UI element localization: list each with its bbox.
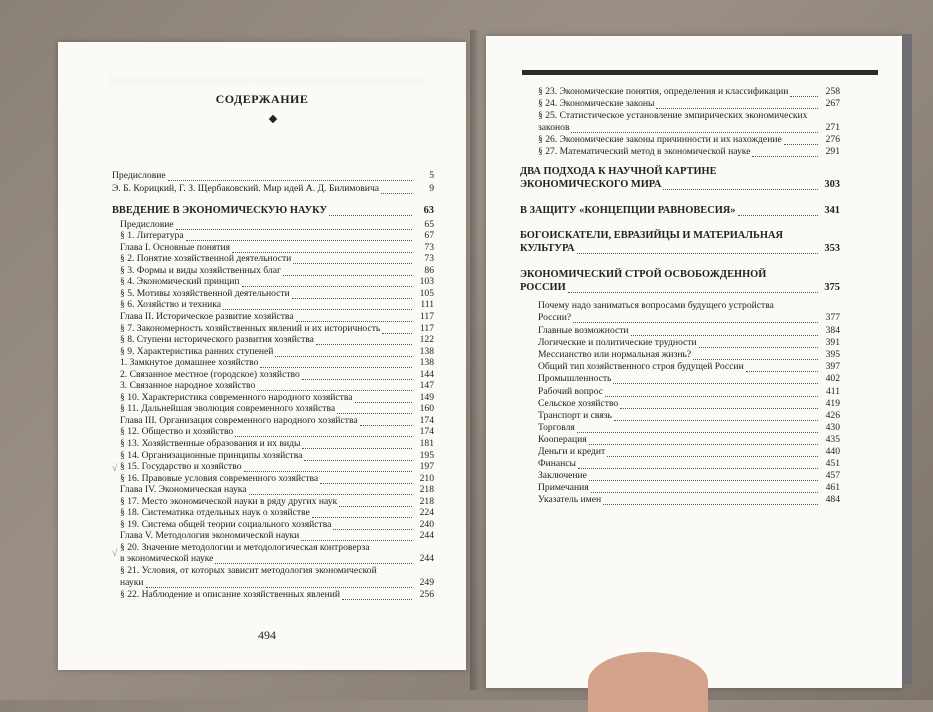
leader-dots bbox=[176, 221, 412, 230]
toc-entry-page: 402 bbox=[825, 373, 840, 385]
toc-entry-title: § 23. Экономические понятия, определения и классификации bbox=[538, 86, 789, 97]
toc-entry-title: КУЛЬТУРА bbox=[520, 243, 575, 254]
toc-entry-page: 5 bbox=[429, 170, 434, 181]
toc-entry-title: Глава IV. Экономическая наука bbox=[120, 484, 247, 496]
toc-entry-title: ВВЕДЕНИЕ В ЭКОНОМИЧЕСКУЮ НАУКУ bbox=[112, 204, 328, 216]
leader-dots bbox=[320, 475, 412, 484]
leader-dots bbox=[614, 412, 818, 421]
toc-entry-title: ЭКОНОМИЧЕСКОГО МИРА bbox=[520, 179, 662, 190]
leader-dots bbox=[301, 532, 412, 541]
toc-entry-page: 276 bbox=[825, 134, 840, 145]
toc-entry-page: 195 bbox=[419, 449, 434, 461]
leader-dots bbox=[293, 255, 412, 264]
toc-entry bbox=[538, 98, 840, 109]
toc-entry bbox=[120, 553, 434, 564]
toc-entry-title: § 4. Экономический принцип bbox=[120, 276, 240, 288]
toc-entry-page: 174 bbox=[419, 414, 434, 426]
leader-dots bbox=[257, 382, 412, 391]
toc-entry-title: 1. Замкнутое домашнее хозяйство bbox=[120, 357, 259, 369]
toc-entry-title: § 12. Общество и хозяйство bbox=[120, 426, 234, 438]
toc-entry-title: § 7. Закономерность хозяйственных явлений и их историчность bbox=[120, 322, 381, 334]
toc-entry-page: 218 bbox=[419, 484, 434, 496]
toc-entry-title-line: ЭКОНОМИЧЕСКИЙ СТРОЙ ОСВОБОЖДЕННОЙ bbox=[520, 269, 767, 280]
toc-entry-title: § 24. Экономические законы bbox=[538, 98, 655, 109]
toc-entry-title: § 16. Правовые условия современного хозяйства bbox=[120, 472, 319, 484]
toc-entry-page: 426 bbox=[825, 409, 840, 421]
toc-entry-page: 377 bbox=[825, 311, 840, 323]
toc-entry-title: Предисловие bbox=[120, 218, 174, 230]
leader-dots bbox=[790, 88, 818, 97]
toc-entry-page: 73 bbox=[424, 241, 434, 253]
toc-entry-title: В ЗАЩИТУ «КОНЦЕПЦИИ РАВНОВЕСИЯ» bbox=[520, 205, 736, 216]
toc-entry bbox=[538, 337, 840, 348]
leader-dots bbox=[296, 313, 412, 322]
toc-entry-title: § 8. Ступени исторического развития хозяйства bbox=[120, 334, 314, 346]
toc-entry-page: 430 bbox=[825, 421, 840, 433]
toc-entry bbox=[538, 86, 840, 97]
book-cover-edge bbox=[902, 34, 912, 684]
toc-entry-title: Мессианство или нормальная жизнь? bbox=[538, 349, 692, 361]
leader-dots bbox=[699, 339, 818, 348]
toc-entry-title: 2. Связанное местное (городское) хозяйство bbox=[120, 368, 300, 380]
toc-entry-title: Сельское хозяйство bbox=[538, 397, 619, 409]
toc-entry-title: § 22. Наблюдение и описание хозяйственных явлений bbox=[120, 588, 341, 600]
toc-entry-page: 147 bbox=[419, 380, 434, 392]
leader-dots bbox=[292, 290, 412, 299]
toc-entry-page: 160 bbox=[419, 403, 434, 415]
toc-entry bbox=[520, 282, 840, 293]
toc-entry bbox=[520, 205, 840, 216]
toc-entry-title-line: ДВА ПОДХОДА К НАУЧНОЙ КАРТИНЕ bbox=[520, 166, 717, 177]
leader-dots bbox=[260, 359, 412, 368]
leader-dots bbox=[578, 460, 818, 469]
toc-entry-title: § 27. Математический метод в экономической науке bbox=[538, 146, 751, 157]
hand-thumb bbox=[588, 652, 708, 712]
toc-entry-page: 291 bbox=[825, 146, 840, 157]
toc-entry-page: 138 bbox=[419, 357, 434, 369]
toc-entry-title: Общий тип хозяйственного строя будущей России bbox=[538, 361, 744, 373]
toc-entry bbox=[538, 422, 840, 433]
toc-entry-page: 397 bbox=[825, 361, 840, 373]
leader-dots bbox=[382, 325, 412, 334]
toc-entry-page: 303 bbox=[824, 179, 840, 190]
toc-entry-title: Промышленность bbox=[538, 373, 612, 385]
toc-entry bbox=[538, 361, 840, 372]
toc-entry bbox=[120, 334, 434, 345]
toc-entry-title: Транспорт и связь bbox=[538, 409, 612, 421]
toc-entry-page: 271 bbox=[825, 121, 840, 133]
leader-dots bbox=[571, 124, 818, 133]
toc-entry bbox=[120, 323, 434, 334]
toc-entry bbox=[520, 243, 840, 254]
toc-entry-page: 258 bbox=[825, 86, 840, 97]
toc-entry bbox=[120, 426, 434, 437]
toc-entry bbox=[538, 146, 840, 157]
toc-entry-page: 73 bbox=[424, 253, 434, 265]
toc-entry-page: 67 bbox=[424, 230, 434, 242]
leader-dots bbox=[589, 472, 818, 481]
toc-entry bbox=[120, 461, 434, 472]
toc-entry bbox=[538, 434, 840, 445]
toc-entry-page: 440 bbox=[825, 446, 840, 457]
toc-entry-page: 451 bbox=[825, 458, 840, 470]
leader-dots bbox=[312, 509, 412, 518]
toc-entry bbox=[120, 253, 434, 264]
toc-entry-title: § 15. Государство и хозяйство bbox=[120, 461, 242, 473]
toc-entry bbox=[538, 458, 840, 469]
toc-entry bbox=[112, 205, 434, 216]
toc-entry-title: Кооперация bbox=[538, 433, 587, 445]
toc-entry-title: науки bbox=[120, 576, 144, 588]
toc-entry-title: § 26. Экономические законы причинности и их нахождение bbox=[538, 134, 782, 145]
toc-entry bbox=[120, 357, 434, 368]
toc-entry bbox=[120, 392, 434, 403]
toc-entry-page: 86 bbox=[424, 264, 434, 276]
toc-entry bbox=[120, 438, 434, 449]
leader-dots bbox=[329, 207, 412, 216]
toc-entry-page: 197 bbox=[419, 461, 434, 473]
leader-dots bbox=[249, 486, 412, 495]
toc-entry-page: 122 bbox=[419, 334, 434, 346]
toc-entry-page: 63 bbox=[423, 204, 434, 216]
toc-entry-title: Указатель имен bbox=[538, 494, 602, 506]
leader-dots bbox=[738, 207, 819, 216]
toc-entry-page: 375 bbox=[824, 282, 840, 293]
toc-entry-title: Глава III. Организация современного народного хозяйства bbox=[120, 414, 358, 426]
toc-entry bbox=[120, 288, 434, 299]
toc-entry-page: 144 bbox=[419, 368, 434, 380]
leader-dots bbox=[577, 245, 819, 254]
bleed-through-text: ░░░░░░░░░░░░░░░░░░░░░░░░░░░░░░░░░░░░░░░░░░░░░░░░░░░░░░░░ bbox=[108, 76, 426, 85]
toc-entry-page: 484 bbox=[825, 494, 840, 506]
leader-dots bbox=[381, 185, 412, 194]
toc-entry bbox=[120, 484, 434, 495]
leader-dots bbox=[663, 181, 818, 190]
toc-entry-title: Главные возможности bbox=[538, 325, 629, 336]
toc-entry bbox=[538, 349, 840, 360]
toc-entry-title: Глава I. Основные понятия bbox=[120, 241, 231, 253]
toc-entry-title: § 9. Характеристика ранних ступеней bbox=[120, 345, 274, 357]
leader-dots bbox=[168, 172, 412, 181]
toc-entry-page: 117 bbox=[419, 310, 434, 322]
toc-entry bbox=[120, 450, 434, 461]
toc-entry bbox=[120, 577, 434, 588]
toc-entry-title: Финансы bbox=[538, 458, 576, 470]
leader-dots bbox=[752, 148, 818, 157]
toc-entry bbox=[120, 519, 434, 530]
toc-entry-title: Деньги и кредит bbox=[538, 446, 606, 457]
leader-dots bbox=[316, 336, 412, 345]
toc-entry-title: в экономической науке bbox=[120, 553, 214, 565]
leader-dots bbox=[232, 244, 412, 253]
toc-entry-page: 244 bbox=[419, 553, 434, 565]
toc-entry-title: § 1. Литература bbox=[120, 230, 184, 242]
toc-entry-title: § 13. Хозяйственные образования и их виды bbox=[120, 438, 301, 449]
leader-dots bbox=[242, 278, 412, 287]
toc-entry bbox=[538, 386, 840, 397]
toc-entry-page: 174 bbox=[419, 426, 434, 438]
toc-entry-page: 218 bbox=[419, 495, 434, 507]
toc-entry bbox=[120, 589, 434, 600]
toc-entry-title: § 3. Формы и виды хозяйственных благ bbox=[120, 264, 281, 276]
toc-entry-page: 395 bbox=[825, 349, 840, 361]
leader-dots bbox=[275, 348, 412, 357]
toc-entry bbox=[120, 219, 434, 230]
toc-entry bbox=[538, 470, 840, 481]
header-rule bbox=[522, 70, 878, 75]
ornament-diamond bbox=[269, 115, 277, 123]
toc-entry bbox=[120, 415, 434, 426]
leader-dots bbox=[339, 498, 412, 507]
leader-dots bbox=[333, 521, 412, 530]
leader-dots bbox=[304, 452, 412, 461]
leader-dots bbox=[620, 400, 818, 409]
toc-entry-page: 149 bbox=[419, 391, 434, 403]
toc-entry-page: 103 bbox=[419, 276, 434, 288]
leader-dots bbox=[589, 436, 818, 445]
toc-entry-title: § 19. Система общей теории социального хозяйства bbox=[120, 518, 332, 530]
toc-entry-title: § 6. Хозяйство и техника bbox=[120, 299, 222, 311]
toc-entry bbox=[538, 325, 840, 336]
toc-entry-title: Логические и политические трудности bbox=[538, 337, 697, 349]
pencil-check-mark: √ bbox=[112, 548, 118, 559]
toc-entry bbox=[538, 312, 840, 323]
toc-entry bbox=[120, 369, 434, 380]
leader-dots bbox=[215, 555, 412, 564]
toc-entry bbox=[520, 179, 840, 190]
toc-entry-title: Примечания bbox=[538, 482, 589, 494]
toc-entry bbox=[120, 507, 434, 518]
toc-entry-page: 181 bbox=[419, 438, 434, 449]
toc-entry-page: 240 bbox=[419, 518, 434, 530]
toc-entry bbox=[120, 242, 434, 253]
toc-entry-page: 224 bbox=[419, 507, 434, 519]
toc-entry-title: РОССИИ bbox=[520, 282, 566, 293]
leader-dots bbox=[591, 484, 818, 493]
toc-entry-page: 244 bbox=[419, 530, 434, 542]
toc-entry bbox=[120, 403, 434, 414]
leader-dots bbox=[337, 405, 412, 414]
toc-entry-title: § 18. Систематика отдельных наук о хозяйстве bbox=[120, 507, 310, 519]
toc-entry-page: 138 bbox=[419, 345, 434, 357]
leader-dots bbox=[573, 314, 818, 323]
toc-entry-title: Предисловие bbox=[112, 170, 166, 181]
toc-entry bbox=[538, 482, 840, 493]
leader-dots bbox=[607, 448, 818, 457]
right-page bbox=[486, 36, 902, 688]
page-number: 494 bbox=[258, 628, 276, 642]
toc-entry-page: 267 bbox=[825, 98, 840, 109]
left-page bbox=[58, 42, 466, 670]
toc-entry bbox=[120, 311, 434, 322]
toc-entry-page: 391 bbox=[825, 337, 840, 349]
toc-entry-title: России? bbox=[538, 311, 572, 323]
toc-entry-page: 457 bbox=[825, 470, 840, 482]
toc-entry-title: Торговля bbox=[538, 421, 575, 433]
toc-entry bbox=[120, 380, 434, 391]
toc-entry-title: § 14. Организационные принципы хозяйства bbox=[120, 449, 303, 461]
leader-dots bbox=[302, 371, 412, 380]
leader-dots bbox=[656, 100, 818, 109]
leader-dots bbox=[355, 394, 412, 403]
leader-dots bbox=[631, 327, 818, 336]
toc-entry bbox=[538, 134, 840, 145]
toc-entry bbox=[120, 230, 434, 241]
toc-entry bbox=[538, 398, 840, 409]
toc-entry-title: Глава II. Историческое развитие хозяйства bbox=[120, 310, 294, 322]
toc-entry-page: 461 bbox=[825, 482, 840, 494]
leader-dots bbox=[223, 301, 412, 310]
toc-entry bbox=[538, 494, 840, 505]
toc-entry-page: 435 bbox=[825, 433, 840, 445]
toc-entry-title-line: § 25. Статистическое установление эмпирических экономических bbox=[538, 110, 808, 121]
leader-dots bbox=[784, 136, 818, 145]
toc-entry-page: 249 bbox=[419, 576, 434, 588]
toc-entry-page: 105 bbox=[419, 287, 434, 299]
leader-dots bbox=[283, 267, 412, 276]
toc-entry bbox=[538, 373, 840, 384]
toc-entry-title-line: Почему надо заниматься вопросами будущего устройства bbox=[538, 300, 774, 311]
toc-entry-page: 210 bbox=[419, 472, 434, 484]
toc-entry bbox=[538, 410, 840, 421]
toc-entry bbox=[120, 473, 434, 484]
toc-entry-page: 384 bbox=[825, 325, 840, 336]
leader-dots bbox=[613, 375, 818, 384]
leader-dots bbox=[235, 428, 412, 437]
leader-dots bbox=[746, 363, 818, 372]
leader-dots bbox=[577, 424, 818, 433]
toc-entry-page: 117 bbox=[419, 322, 434, 334]
leader-dots bbox=[568, 284, 818, 293]
toc-entry-page: 9 bbox=[429, 183, 434, 194]
leader-dots bbox=[605, 388, 818, 397]
leader-dots bbox=[603, 496, 818, 505]
toc-entry-title: § 11. Дальнейшая эволюция современного хозяйства bbox=[120, 403, 336, 415]
toc-entry-title: § 10. Характеристика современного народного хозяйства bbox=[120, 391, 353, 403]
toc-entry bbox=[120, 265, 434, 276]
toc-entry bbox=[120, 530, 434, 541]
toc-entry bbox=[112, 183, 434, 194]
leader-dots bbox=[360, 417, 412, 426]
toc-entry-page: 411 bbox=[825, 385, 840, 397]
toc-entry-title: законов bbox=[538, 121, 570, 133]
contents-title: СОДЕРЖАНИЕ bbox=[215, 92, 309, 106]
toc-entry-page: 341 bbox=[824, 205, 840, 216]
toc-entry bbox=[120, 496, 434, 507]
toc-entry bbox=[112, 170, 434, 181]
toc-entry-page: 111 bbox=[420, 299, 434, 311]
toc-entry-title: Э. Б. Корицкий, Г. З. Щербаковский. Мир идей А. Д. Билимовича bbox=[112, 183, 380, 194]
toc-entry-title: § 2. Понятие хозяйственной деятельности bbox=[120, 253, 292, 265]
toc-entry-title: § 17. Место экономической науки в ряду других наук bbox=[120, 495, 338, 507]
toc-entry-page: 256 bbox=[419, 588, 434, 600]
toc-entry-title: Глава V. Методология экономической науки bbox=[120, 530, 300, 542]
toc-entry-title: 3. Связанное народное хозяйство bbox=[120, 380, 256, 392]
toc-entry-page: 353 bbox=[824, 243, 840, 254]
toc-entry-title-line: БОГОИСКАТЕЛИ, ЕВРАЗИЙЦЫ И МАТЕРИАЛЬНАЯ bbox=[520, 230, 783, 241]
leader-dots bbox=[302, 440, 412, 449]
toc-entry bbox=[538, 446, 840, 457]
toc-entry-title-line: § 20. Значение методологии и методологическая контроверза bbox=[120, 541, 370, 553]
leader-dots bbox=[146, 579, 413, 588]
toc-entry-title-line: § 21. Условия, от которых зависит методология экономической bbox=[120, 565, 377, 577]
toc-entry bbox=[538, 122, 840, 133]
pencil-check-mark: √ bbox=[112, 463, 118, 474]
leader-dots bbox=[342, 591, 412, 600]
toc-entry-page: 419 bbox=[825, 397, 840, 409]
toc-entry-title: Заключение bbox=[538, 470, 587, 482]
leader-dots bbox=[186, 232, 412, 241]
leader-dots bbox=[244, 463, 412, 472]
leader-dots bbox=[693, 351, 818, 360]
toc-entry bbox=[120, 346, 434, 357]
toc-entry-title: § 5. Мотивы хозяйственной деятельности bbox=[120, 287, 290, 299]
toc-entry-title: Рабочий вопрос bbox=[538, 385, 604, 397]
toc-entry bbox=[120, 276, 434, 287]
toc-entry-page: 65 bbox=[424, 218, 434, 230]
book-gutter-shadow bbox=[470, 30, 480, 690]
toc-entry bbox=[120, 299, 434, 310]
